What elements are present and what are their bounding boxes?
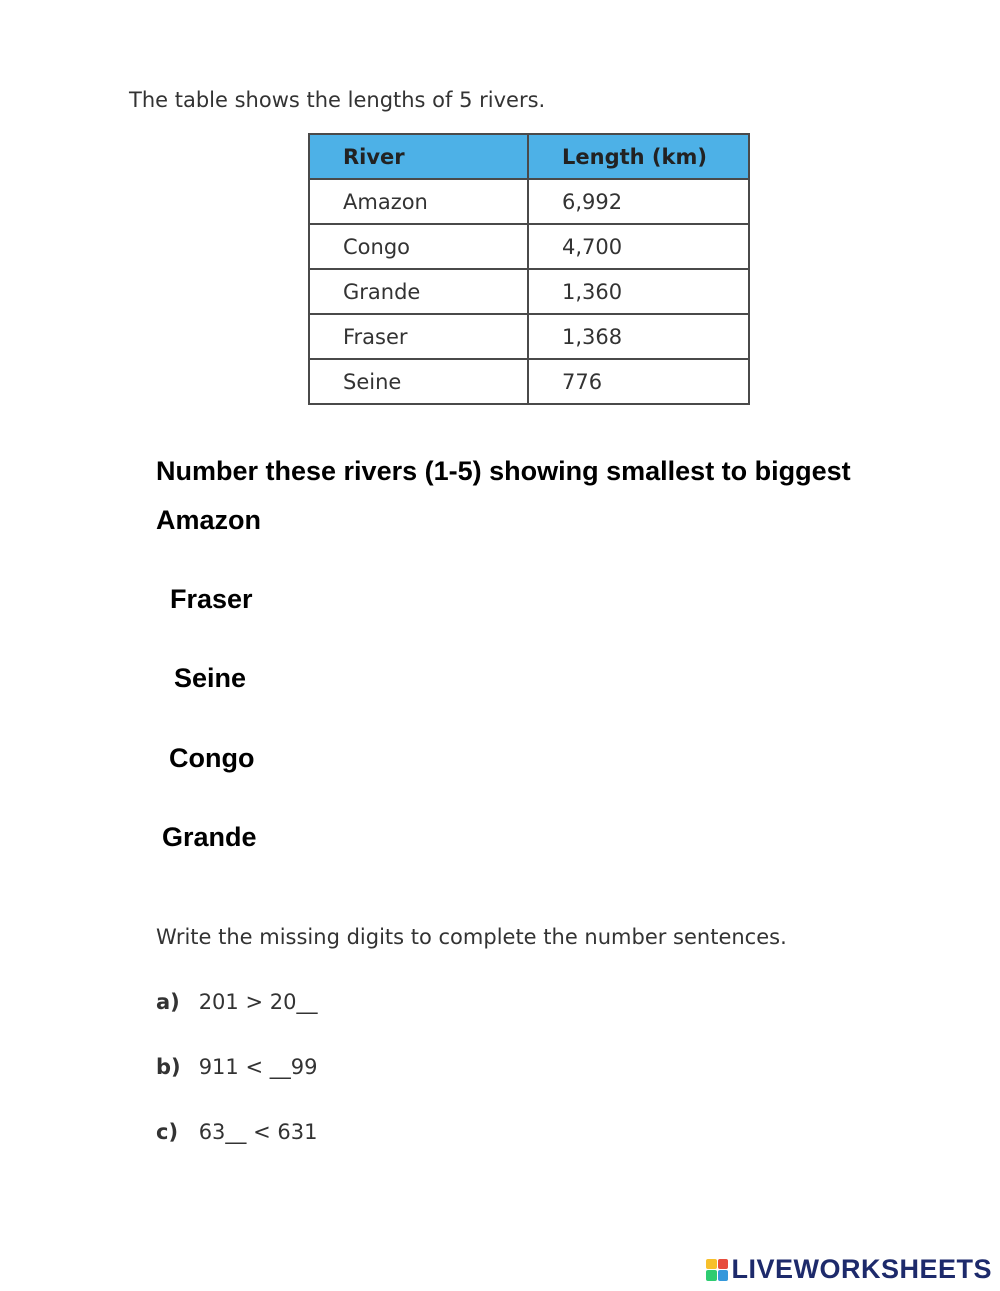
river-length-cell: 776 xyxy=(528,359,749,404)
river-item-amazon: Amazon xyxy=(156,505,262,535)
river-length-cell: 6,992 xyxy=(528,179,749,224)
number-sentence-c xyxy=(156,1120,317,1144)
river-item-fraser: Fraser xyxy=(170,584,253,614)
item-label: c) xyxy=(156,1120,179,1144)
river-item-congo: Congo xyxy=(169,743,255,773)
table-intro: The table shows the lengths of 5 rivers. xyxy=(129,88,546,112)
brand-name: LIVEWORKSHEETS xyxy=(731,1254,992,1284)
header-length: Length (km) xyxy=(528,134,749,179)
rivers-table xyxy=(308,133,750,405)
number-sentence-text: 201 > 20__ xyxy=(198,990,318,1014)
number-sentence-b xyxy=(156,1055,317,1079)
number-sentence-a xyxy=(156,990,317,1014)
table-header-row xyxy=(309,134,749,179)
item-label: a) xyxy=(156,990,180,1014)
river-name-cell: Grande xyxy=(309,269,528,314)
table-row xyxy=(309,224,749,269)
river-item-seine: Seine xyxy=(174,663,247,693)
header-river: River xyxy=(309,134,528,179)
item-label: b) xyxy=(156,1055,181,1079)
table-row xyxy=(309,269,749,314)
river-item-grande: Grande xyxy=(162,822,257,852)
logo-square xyxy=(706,1270,717,1281)
river-length-cell: 4,700 xyxy=(528,224,749,269)
river-length-cell: 1,360 xyxy=(528,269,749,314)
logo-square xyxy=(718,1259,729,1270)
number-sentence-text: 63__ < 631 xyxy=(198,1120,318,1144)
ordering-instruction: Number these rivers (1-5) showing smallest to biggest xyxy=(156,456,851,486)
river-name-cell: Congo xyxy=(309,224,528,269)
river-name-cell: Amazon xyxy=(309,179,528,224)
table-row xyxy=(309,314,749,359)
table-row xyxy=(309,359,749,404)
missing-digits-instruction: Write the missing digits to complete the number sentences. xyxy=(156,925,787,949)
logo-square xyxy=(706,1259,717,1270)
logo-square xyxy=(718,1270,729,1281)
river-length-cell: 1,368 xyxy=(528,314,749,359)
river-name-cell: Seine xyxy=(309,359,528,404)
number-sentence-text: 911 < __99 xyxy=(198,1055,318,1079)
liveworksheets-brand xyxy=(706,1254,992,1285)
table-row xyxy=(309,179,749,224)
river-name-cell: Fraser xyxy=(309,314,528,359)
liveworksheets-logo-icon xyxy=(706,1259,728,1281)
